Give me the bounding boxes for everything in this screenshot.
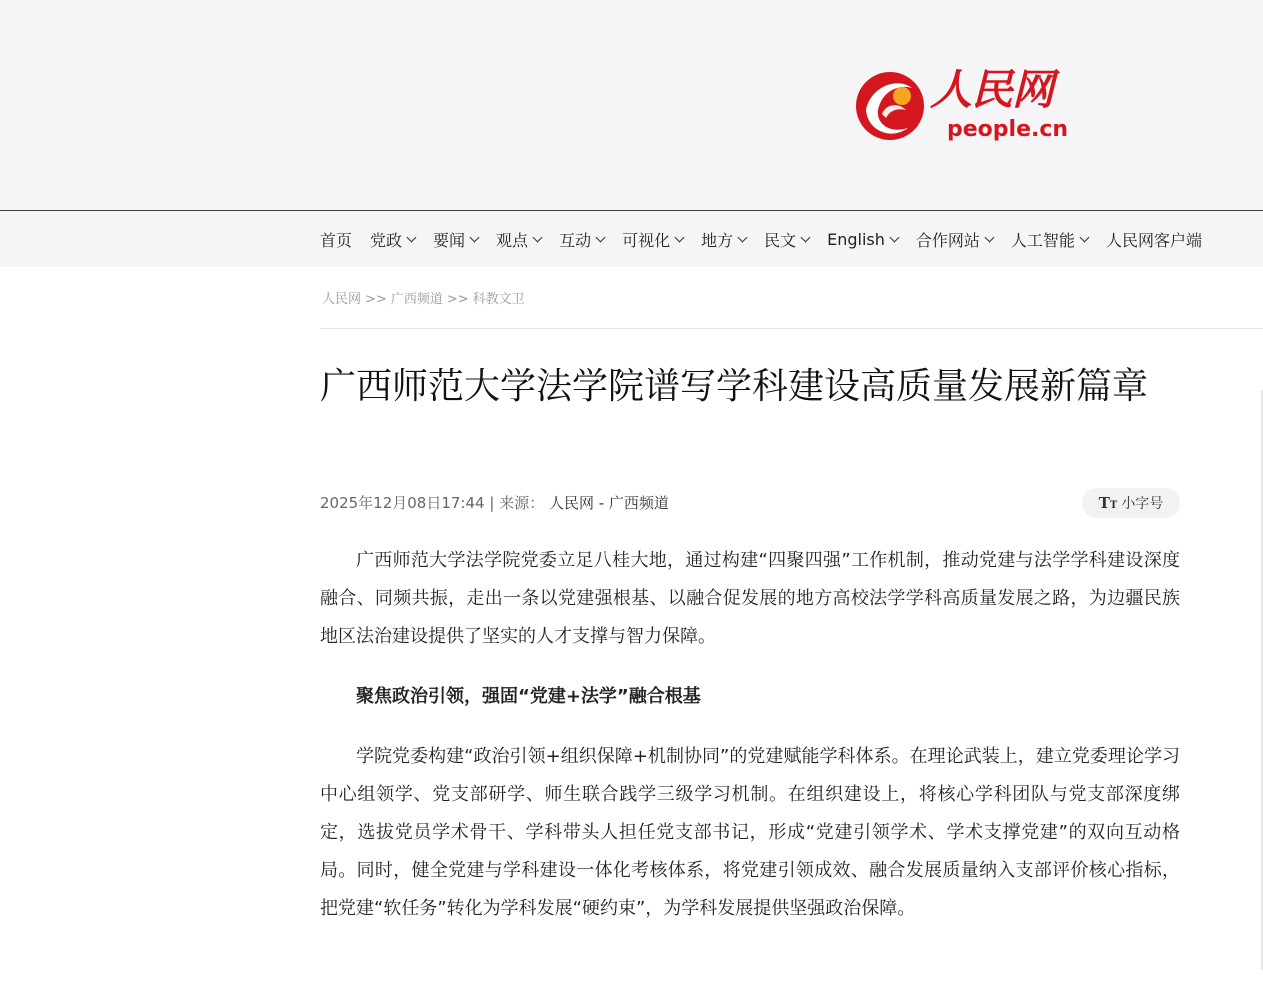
people-cn-logo[interactable]: [852, 62, 1072, 152]
nav-item-label: English: [827, 229, 885, 249]
breadcrumb-separator: >>: [446, 292, 469, 307]
article-subheading: 聚焦政治引领，强固“党建+法学”融合根基: [356, 686, 701, 707]
breadcrumb: [322, 288, 525, 307]
source-label: 来源：: [499, 494, 545, 512]
breadcrumb-divider: [320, 328, 1263, 329]
nav-item[interactable]: [916, 228, 993, 251]
nav-item-label: 地方: [701, 230, 734, 250]
article-datetime: 2025年12月08日17:44: [320, 494, 485, 512]
nav-item-label: 民文: [764, 230, 797, 250]
article-body: [320, 542, 1180, 928]
logo-english-text: people.cn: [947, 117, 1069, 142]
nav-item[interactable]: [496, 228, 541, 251]
font-size-button[interactable]: [1082, 488, 1180, 518]
breadcrumb-item-category[interactable]: 科教文卫: [472, 292, 525, 307]
chevron-down-icon: [407, 232, 417, 242]
nav-item-label: 人工智能: [1010, 230, 1075, 250]
nav-item[interactable]: [559, 228, 604, 251]
chevron-down-icon: [1079, 232, 1089, 242]
nav-item[interactable]: [827, 230, 898, 249]
breadcrumb-separator: >>: [365, 292, 387, 307]
nav-item-label: 观点: [496, 230, 529, 250]
nav-item[interactable]: [701, 228, 746, 251]
header-banner: [0, 0, 1263, 210]
chevron-down-icon: [889, 232, 899, 242]
article-paragraph: 广西师范大学法学院党委立足八桂大地，通过构建“四聚四强”工作机制，推动党建与法学学科建设深度融合、同频共振，走出一条以党建强根基、以融合促发展的地方高校法学学科高质量发展之路，为边疆民族地区法治建设提供了坚实的人才支撑与智力保障。: [320, 550, 1180, 647]
breadcrumb-item-home[interactable]: 人民网: [322, 292, 362, 307]
nav-item-label: 合作网站: [915, 230, 980, 250]
nav-list: [320, 211, 1220, 267]
chevron-down-icon: [801, 232, 811, 242]
chevron-down-icon: [470, 232, 480, 242]
chevron-down-icon: [533, 232, 543, 242]
breadcrumb-item-guangxi[interactable]: 广西频道: [390, 292, 443, 307]
nav-item[interactable]: [622, 228, 683, 251]
nav-item[interactable]: [764, 228, 809, 251]
chevron-down-icon: [738, 232, 748, 242]
main-nav: [0, 210, 1263, 267]
nav-item[interactable]: [433, 228, 478, 251]
nav-item-label: 首页: [320, 230, 353, 250]
text-size-icon: TT: [1098, 494, 1118, 512]
nav-item[interactable]: [1011, 228, 1088, 251]
nav-item[interactable]: [1106, 228, 1202, 251]
font-size-label: 小字号: [1121, 496, 1164, 512]
nav-item-label: 可视化: [622, 230, 671, 250]
nav-item-label: 要闻: [433, 230, 466, 250]
chevron-down-icon: [596, 232, 606, 242]
people-logo-icon: [852, 66, 932, 146]
meta-divider: |: [489, 494, 500, 512]
article-paragraph: 学院党委构建“政治引领+组织保障+机制协同”的党建赋能学科体系。在理论武装上，建立党委理论学习中心组领学、党支部研学、师生联合践学三级学习机制。在组织建设上，将核心学科团队与党支部深度绑定，选拔党员学术骨干、学科带头人担任党支部书记，形成“党建引领学术、学术支撑党建”的双向互动格局。同时，健全党建与学科建设一体化考核体系，将党建引领成效、融合发展质量纳入支部评价核心指标，把党建“软任务”转化为学科发展“硬约束”，为学科发展提供坚强政治保障。: [320, 746, 1180, 919]
article-source[interactable]: 人民网 - 广西频道: [548, 494, 669, 512]
nav-item[interactable]: [370, 228, 415, 251]
logo-chinese-text: 人民网: [930, 65, 1054, 114]
chevron-down-icon: [675, 232, 685, 242]
chevron-down-icon: [984, 232, 994, 242]
nav-item-label: 人民网客户端: [1105, 230, 1202, 250]
nav-item-label: 互动: [559, 230, 592, 250]
article-title: 广西师范大学法学院谱写学科建设高质量发展新篇章: [320, 366, 1149, 407]
nav-item-label: 党政: [370, 230, 403, 250]
nav-item[interactable]: [320, 228, 352, 251]
article-meta: [320, 492, 669, 513]
